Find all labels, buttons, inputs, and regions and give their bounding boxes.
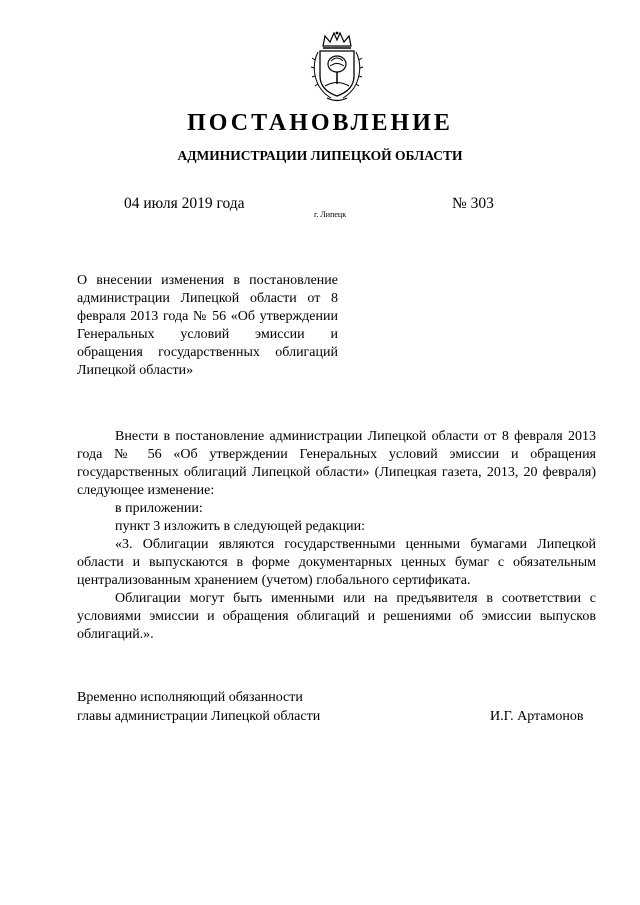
document-number: № 303: [452, 195, 494, 212]
document-date: 04 июля 2019 года: [124, 195, 245, 212]
signer-position: [77, 688, 320, 726]
body-paragraph: пункт 3 изложить в следующей редакции:: [115, 519, 365, 534]
document-body: [77, 428, 596, 644]
signer-position-line: Временно исполняющий обязанности: [77, 690, 303, 705]
document-title: ПОСТАНОВЛЕНИЕ: [187, 110, 453, 136]
signer-name: И.Г. Артамонов: [490, 709, 584, 724]
issuing-authority: АДМИНИСТРАЦИИ ЛИПЕЦКОЙ ОБЛАСТИ: [177, 148, 463, 163]
signer-position-line: главы администрации Липецкой области: [77, 709, 321, 724]
body-paragraph: Облигации могут быть именными или на предъявителя в соответствии с условиями эмиссии и обращения облигаций и решениями об эмиссии выпусков облигаций.».: [77, 591, 596, 642]
document-city: г. Липецк: [314, 210, 347, 219]
coat-of-arms-icon: [309, 30, 365, 104]
body-paragraph: Внести в постановление администрации Липецкой области от 8 февраля 2013 года № 56 «Об утверждении Генеральных условий эмиссии и обращения государственных облигаций Липецкой области» (Липецкая газета, 2013, 20 февраля) следующее изменение:: [77, 429, 596, 498]
body-paragraph: «3. Облигации являются государственными ценными бумагами Липецкой области и выпускаются в форме документарных ценных бумаг с обязательным централизованным хранением (учетом) глобального сертификата.: [77, 537, 596, 588]
document-subject: О внесении изменения в постановление администрации Липецкой области от 8 февраля 2013 года № 56 «Об утверждении Генеральных условий эмиссии и обращения государственных облигаций Липецкой области»: [77, 273, 338, 378]
body-paragraph: в приложении:: [115, 501, 203, 516]
